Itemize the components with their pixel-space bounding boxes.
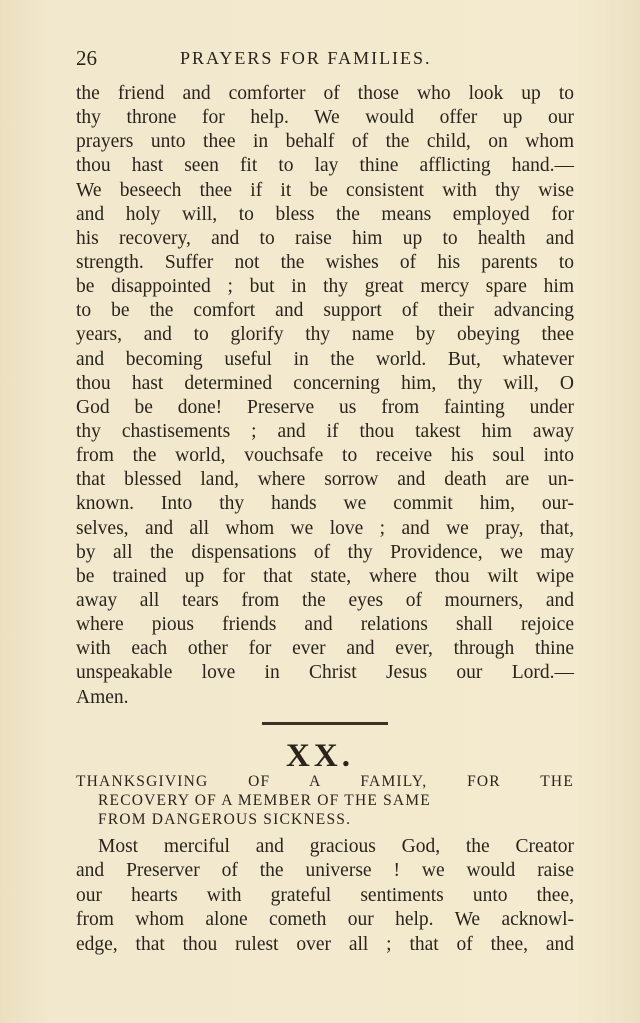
- text-line: Amen.: [76, 686, 129, 708]
- running-head: PRAYERS FOR FAMILIES.: [180, 48, 432, 68]
- page-header: [76, 46, 576, 76]
- text-line: We beseech thee if it be consistent with thy wise: [76, 179, 574, 201]
- section-title-line: FROM DANGEROUS SICKNESS.: [98, 811, 352, 828]
- text-line: with each other for ever and ever, through thine: [76, 638, 574, 660]
- text-line: and Preserver of the universe ! we would raise: [76, 860, 574, 882]
- text-line: and holy will, to bless the means employed for: [76, 203, 574, 225]
- text-line: away all tears from the eyes of mourners, and: [76, 589, 574, 611]
- section-text: [76, 835, 574, 957]
- text-line: years, and to glorify thy name by obeying thee: [76, 324, 574, 346]
- section-title-line: RECOVERY OF A MEMBER OF THE SAME: [98, 792, 431, 809]
- text-line: thou hast determined concerning him, thy will, O: [76, 372, 574, 394]
- text-line: unspeakable love in Christ Jesus our Lord.—: [76, 662, 574, 684]
- section-divider: [262, 722, 388, 725]
- prayer-text: [76, 82, 574, 710]
- text-line: strength. Suffer not the wishes of his parents to: [76, 251, 574, 273]
- text-line: known. Into thy hands we commit him, our-: [76, 493, 574, 515]
- text-line: and becoming useful in the world. But, whatever: [76, 348, 574, 370]
- text-line: selves, and all whom we love ; and we pray, that,: [76, 517, 574, 539]
- text-line: the friend and comforter of those who look up to: [76, 83, 574, 104]
- text-line: from the world, vouchsafe to receive his soul into: [76, 445, 574, 467]
- text-line: our hearts with grateful sentiments unto thee,: [76, 884, 574, 906]
- section-title: [76, 772, 574, 829]
- section-title-line: THANKSGIVING OF A FAMILY, FOR THE: [76, 773, 574, 790]
- text-line: Most merciful and gracious God, the Creator: [98, 836, 574, 857]
- section-number: XX.: [286, 738, 354, 774]
- page-number: 26: [76, 46, 97, 70]
- text-line: his recovery, and to raise him up to health and: [76, 227, 574, 249]
- text-line: that blessed land, where sorrow and death are un-: [76, 469, 574, 491]
- text-line: by all the dispensations of thy Providence, we may: [76, 541, 574, 563]
- text-line: be disappointed ; but in thy great mercy spare him: [76, 276, 574, 298]
- text-line: prayers unto thee in behalf of the child, on whom: [76, 131, 574, 153]
- text-line: where pious friends and relations shall rejoice: [76, 614, 574, 636]
- text-line: to be the comfort and support of their advancing: [76, 300, 574, 322]
- text-line: edge, that thou rulest over all ; that of thee, and: [76, 933, 574, 955]
- text-line: God be done! Preserve us from fainting under: [76, 396, 574, 418]
- text-line: thou hast seen fit to lay thine afflicting hand.—: [76, 155, 574, 177]
- text-line: from whom alone cometh our help. We acknowl-: [76, 909, 574, 931]
- text-line: be trained up for that state, where thou wilt wipe: [76, 565, 574, 587]
- text-line: thy throne for help. We would offer up our: [76, 107, 574, 129]
- text-line: thy chastisements ; and if thou takest him away: [76, 420, 574, 442]
